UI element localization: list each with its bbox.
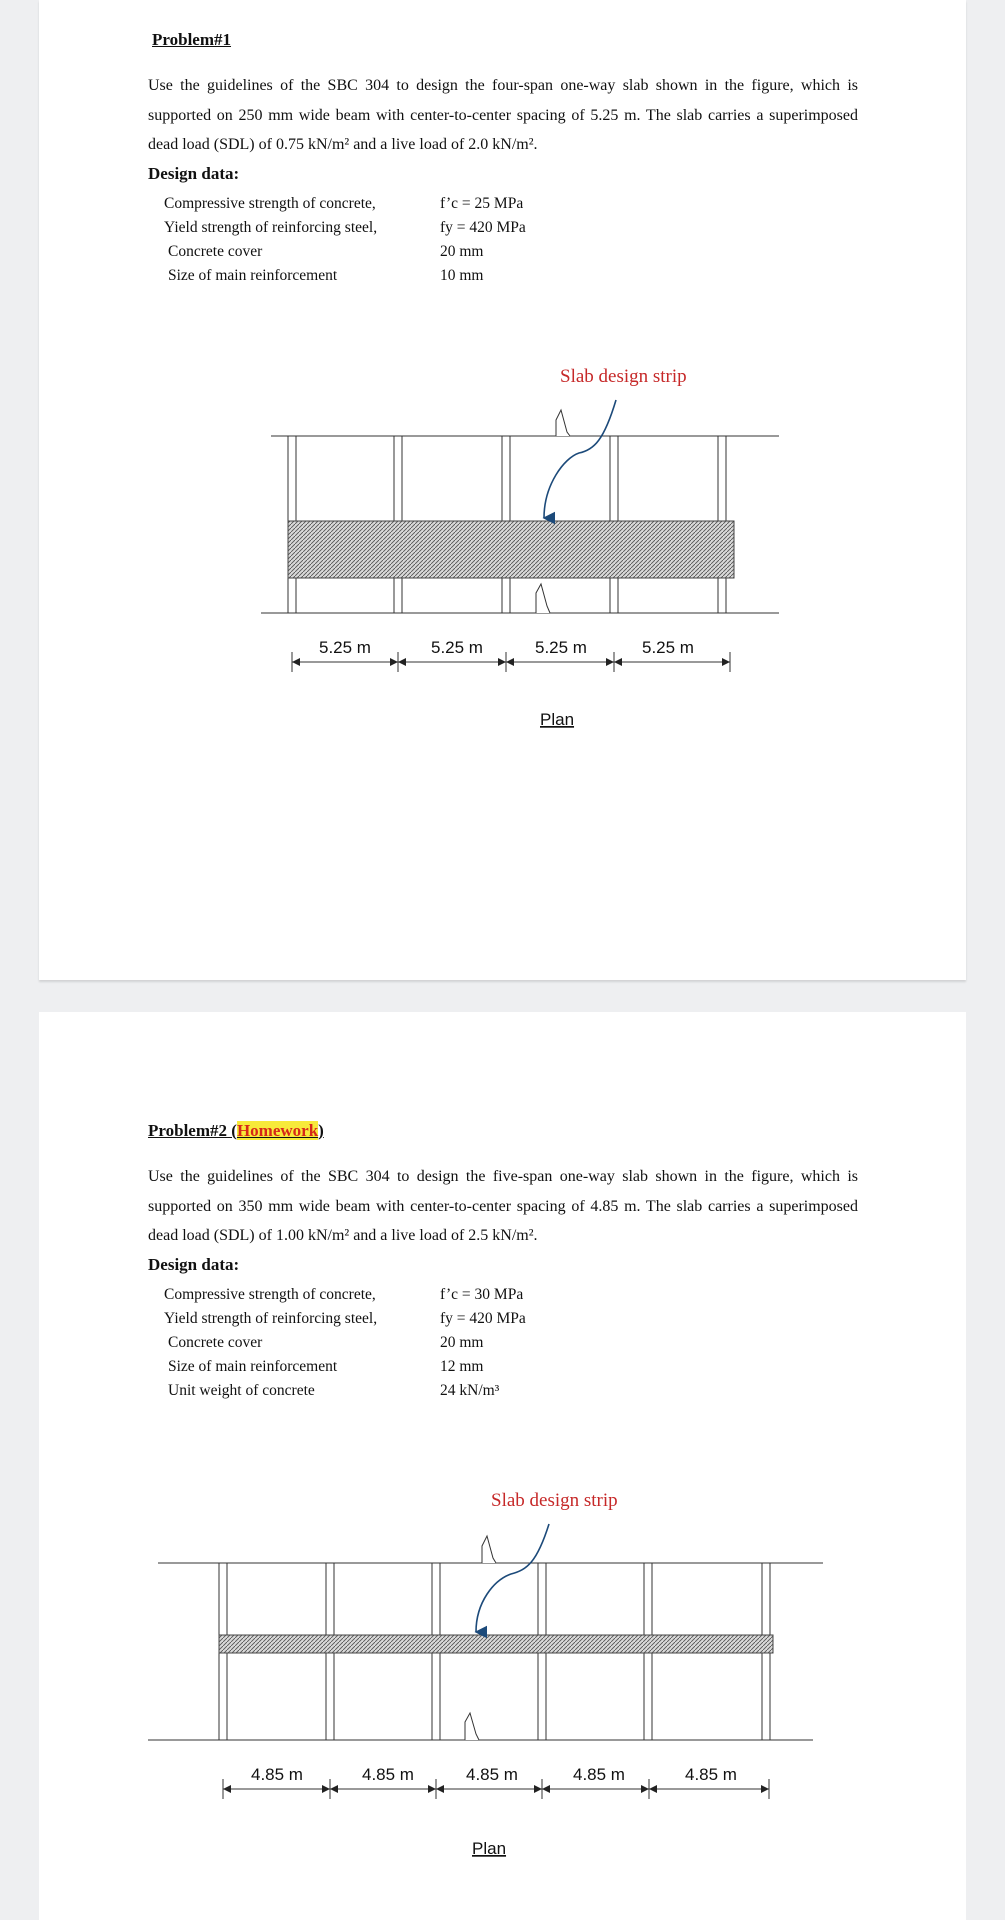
problem2-title [148, 1121, 324, 1141]
design-label: Compressive strength of concrete, [164, 1286, 376, 1303]
design-row [164, 1379, 526, 1403]
span-label: 5.25 m [535, 638, 587, 657]
design-label: Yield strength of reinforcing steel, [164, 219, 378, 236]
design-value: 24 kN/m³ [440, 1382, 500, 1399]
break-mark-top [556, 410, 570, 436]
plan-label: Plan [472, 1839, 507, 1858]
span-label: 5.25 m [642, 638, 694, 657]
strip-leader-arrow [544, 400, 616, 518]
problem2-design-table [164, 1283, 526, 1403]
span-label: 4.85 m [573, 1765, 625, 1784]
span-label: 4.85 m [685, 1765, 737, 1784]
problem1-design-table [164, 192, 526, 288]
problem2-title-open: ( [227, 1121, 237, 1140]
design-row [164, 1307, 526, 1331]
problem2-title-text: Problem#2 [148, 1121, 228, 1140]
break-mark-top [482, 1536, 496, 1563]
break-mark-bottom [536, 584, 550, 613]
design-label: Size of main reinforcement [168, 267, 338, 284]
span-label: 4.85 m [466, 1765, 518, 1784]
design-row [164, 1355, 526, 1379]
span-label: 5.25 m [319, 638, 371, 657]
slab-design-strip [219, 1635, 773, 1653]
problem1-design-heading: Design data: [148, 164, 240, 183]
span-label: 5.25 m [431, 638, 483, 657]
design-value: 10 mm [440, 267, 484, 284]
design-label: Concrete cover [168, 1334, 263, 1351]
problem2-title-close: ) [318, 1121, 324, 1140]
document-page-1 [39, 0, 966, 980]
problem2-paragraph: Use the guidelines of the SBC 304 to design the five-span one-way slab shown in the figure, which is supported on 350 mm wide beam with center-to-center spacing of 4.85 m. The slab carries a superimposed dead load (SDL) of 1.00 kN/m² and a live load of 2.5 kN/m². [148, 1168, 858, 1244]
problem2-plan-figure [39, 1462, 966, 1862]
break-mark-bottom [465, 1713, 479, 1740]
span-label: 4.85 m [362, 1765, 414, 1784]
design-value: fy = 420 MPa [440, 1310, 526, 1327]
design-row [164, 216, 526, 240]
problem1-paragraph: Use the guidelines of the SBC 304 to design the four-span one-way slab shown in the figure, which is supported on 250 mm wide beam with center-to-center spacing of 5.25 m. The slab carries a superimposed dead load (SDL) of 0.75 kN/m² and a live load of 2.0 kN/m². [148, 77, 858, 153]
homework-highlight: Homework [236, 1121, 319, 1140]
design-row [164, 240, 526, 264]
design-value: 12 mm [440, 1358, 484, 1375]
design-label: Compressive strength of concrete, [164, 195, 376, 212]
design-label: Size of main reinforcement [168, 1358, 338, 1375]
problem1-title: Problem#1 [152, 30, 232, 49]
design-row [164, 1331, 526, 1355]
design-row [164, 264, 526, 288]
problem1-plan-figure [39, 340, 966, 740]
design-row [164, 192, 526, 216]
plan-label: Plan [540, 710, 575, 729]
design-value: 20 mm [440, 243, 484, 260]
design-value: f’c = 30 MPa [440, 1286, 524, 1303]
design-value: 20 mm [440, 1334, 484, 1351]
design-value: fy = 420 MPa [440, 219, 526, 236]
design-row [164, 1283, 526, 1307]
span-label: 4.85 m [251, 1765, 303, 1784]
design-value: f’c = 25 MPa [440, 195, 524, 212]
design-label: Unit weight of concrete [168, 1382, 315, 1399]
strip-label: Slab design strip [560, 366, 687, 387]
design-label: Concrete cover [168, 243, 263, 260]
design-label: Yield strength of reinforcing steel, [164, 1310, 378, 1327]
document-page-2 [39, 1012, 966, 1920]
problem2-design-heading: Design data: [148, 1255, 240, 1274]
slab-design-strip [288, 521, 734, 578]
strip-label: Slab design strip [491, 1490, 618, 1511]
